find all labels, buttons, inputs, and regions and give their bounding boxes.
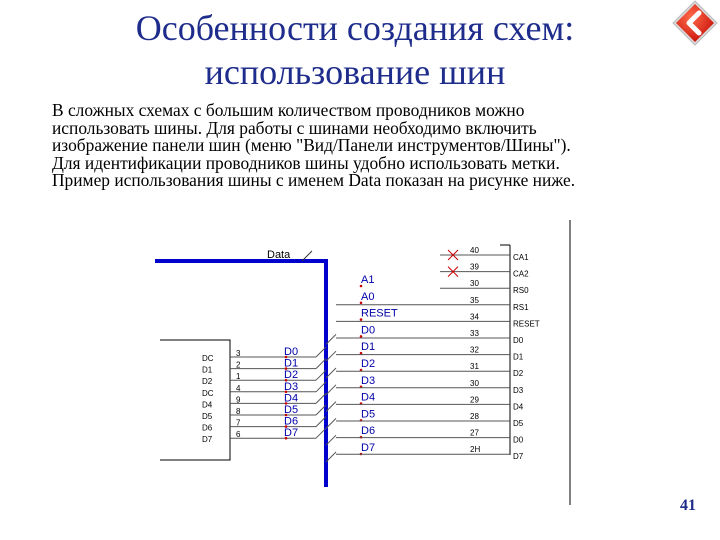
title-line-1: Особенности создания схем: <box>135 8 575 48</box>
slide-title <box>60 6 650 94</box>
back-button[interactable] <box>672 0 718 46</box>
bus-schematic <box>150 215 580 510</box>
right-chip-pin-name: D2 <box>513 369 524 379</box>
bus-name-label: Data <box>267 249 291 261</box>
right-chip-pin-name: D1 <box>513 352 524 362</box>
right-chip-pin-number: 32 <box>470 345 479 355</box>
right-chip-pin-number: 28 <box>470 412 479 421</box>
paragraph-line: использовать шины. Для работы с шинами необходимо включить <box>52 117 537 138</box>
right-net-label: RESET <box>361 307 398 320</box>
right-chip-pin-name: RS0 <box>513 286 529 296</box>
paragraph-line: изображение панели шин (меню "Вид/Панели инструментов/Шины"). <box>52 135 571 155</box>
right-chip-pin-name: CA1 <box>513 253 529 262</box>
right-chip-pin-number: 30 <box>470 378 479 388</box>
right-chip-pin-number: 27 <box>470 428 479 438</box>
left-chip-pin-number: 7 <box>236 418 241 428</box>
left-chip-pin-number: 8 <box>236 407 241 416</box>
left-net-label: D4 <box>284 392 299 405</box>
left-net-label: D0 <box>284 346 299 358</box>
right-net-label: D4 <box>361 391 376 404</box>
right-chip-pin-number: 40 <box>470 246 479 255</box>
left-chip-pin-name: DC <box>202 388 214 398</box>
left-chip-pin-name: D7 <box>202 435 213 445</box>
left-net-label: D1 <box>284 357 299 370</box>
right-net-label: A1 <box>361 274 375 286</box>
right-net-label: D3 <box>361 374 376 387</box>
right-chip-pin-number: 2H <box>470 445 481 455</box>
right-net-label: D5 <box>361 408 376 421</box>
paragraph-line: Пример использования шины с именем Data показан на рисунке ниже. <box>52 170 576 190</box>
left-chip-pin-name: D2 <box>202 377 213 387</box>
right-chip-pin-number: 31 <box>470 362 479 372</box>
right-chip-pin-name: CA2 <box>513 269 529 279</box>
left-chip-pin-number: 1 <box>236 372 241 382</box>
right-net-label: D6 <box>361 425 376 438</box>
right-chip-pin-name: RESET <box>513 319 540 329</box>
left-chip-pin-number: 3 <box>236 349 241 358</box>
right-chip-pin-name: D7 <box>513 452 524 462</box>
left-chip-pin-number: 4 <box>236 383 241 393</box>
left-chip-pin-name: D5 <box>202 412 213 421</box>
right-net-label: D0 <box>361 324 376 337</box>
right-net-label: D2 <box>361 358 376 370</box>
right-net-label: D7 <box>361 442 376 454</box>
left-net-label: D2 <box>284 369 299 382</box>
right-chip-pin-name: D3 <box>513 385 524 395</box>
left-chip-pin-name: D1 <box>202 365 213 375</box>
right-chip-pin-number: 34 <box>470 312 479 322</box>
left-chip-pin-number: 2 <box>236 360 241 370</box>
left-chip-body <box>160 340 230 460</box>
right-chip-pin-number: 29 <box>470 395 479 405</box>
right-chip-pin-name: D0 <box>513 435 524 445</box>
paragraph-line: В сложных схемах с большим количеством проводников можно <box>52 100 525 120</box>
paragraph-line: Для идентификации проводников шины удобно использовать метки. <box>52 152 560 173</box>
left-chip-pin-number: 9 <box>236 395 241 405</box>
back-arrow-icon <box>672 0 718 46</box>
right-chip-pin-number: 33 <box>470 329 479 338</box>
left-net-label: D5 <box>284 404 299 416</box>
left-net-label: D7 <box>284 427 299 440</box>
left-net-label: D6 <box>284 415 299 428</box>
right-chip-pin-name: D0 <box>513 336 524 345</box>
right-net-label: A0 <box>361 290 375 303</box>
body-text <box>52 102 692 190</box>
right-chip-pin-name: D4 <box>513 402 524 412</box>
left-chip-pin-name: D6 <box>202 423 213 433</box>
right-net-label: D1 <box>361 341 376 354</box>
right-chip-pin-name: D5 <box>513 419 524 428</box>
title-line-2: использование шин <box>204 52 506 92</box>
page-number: 41 <box>680 497 696 514</box>
right-chip-pin-number: 39 <box>470 262 479 272</box>
left-chip-pin-name: D4 <box>202 400 213 410</box>
right-chip-pin-number: 35 <box>470 295 479 305</box>
left-chip-pin-name: DC <box>202 354 214 363</box>
left-chip-pin-number: 6 <box>236 430 241 440</box>
right-chip-pin-number: 30 <box>470 279 479 289</box>
right-chip-pin-name: RS1 <box>513 302 529 312</box>
left-net-label: D3 <box>284 380 299 393</box>
